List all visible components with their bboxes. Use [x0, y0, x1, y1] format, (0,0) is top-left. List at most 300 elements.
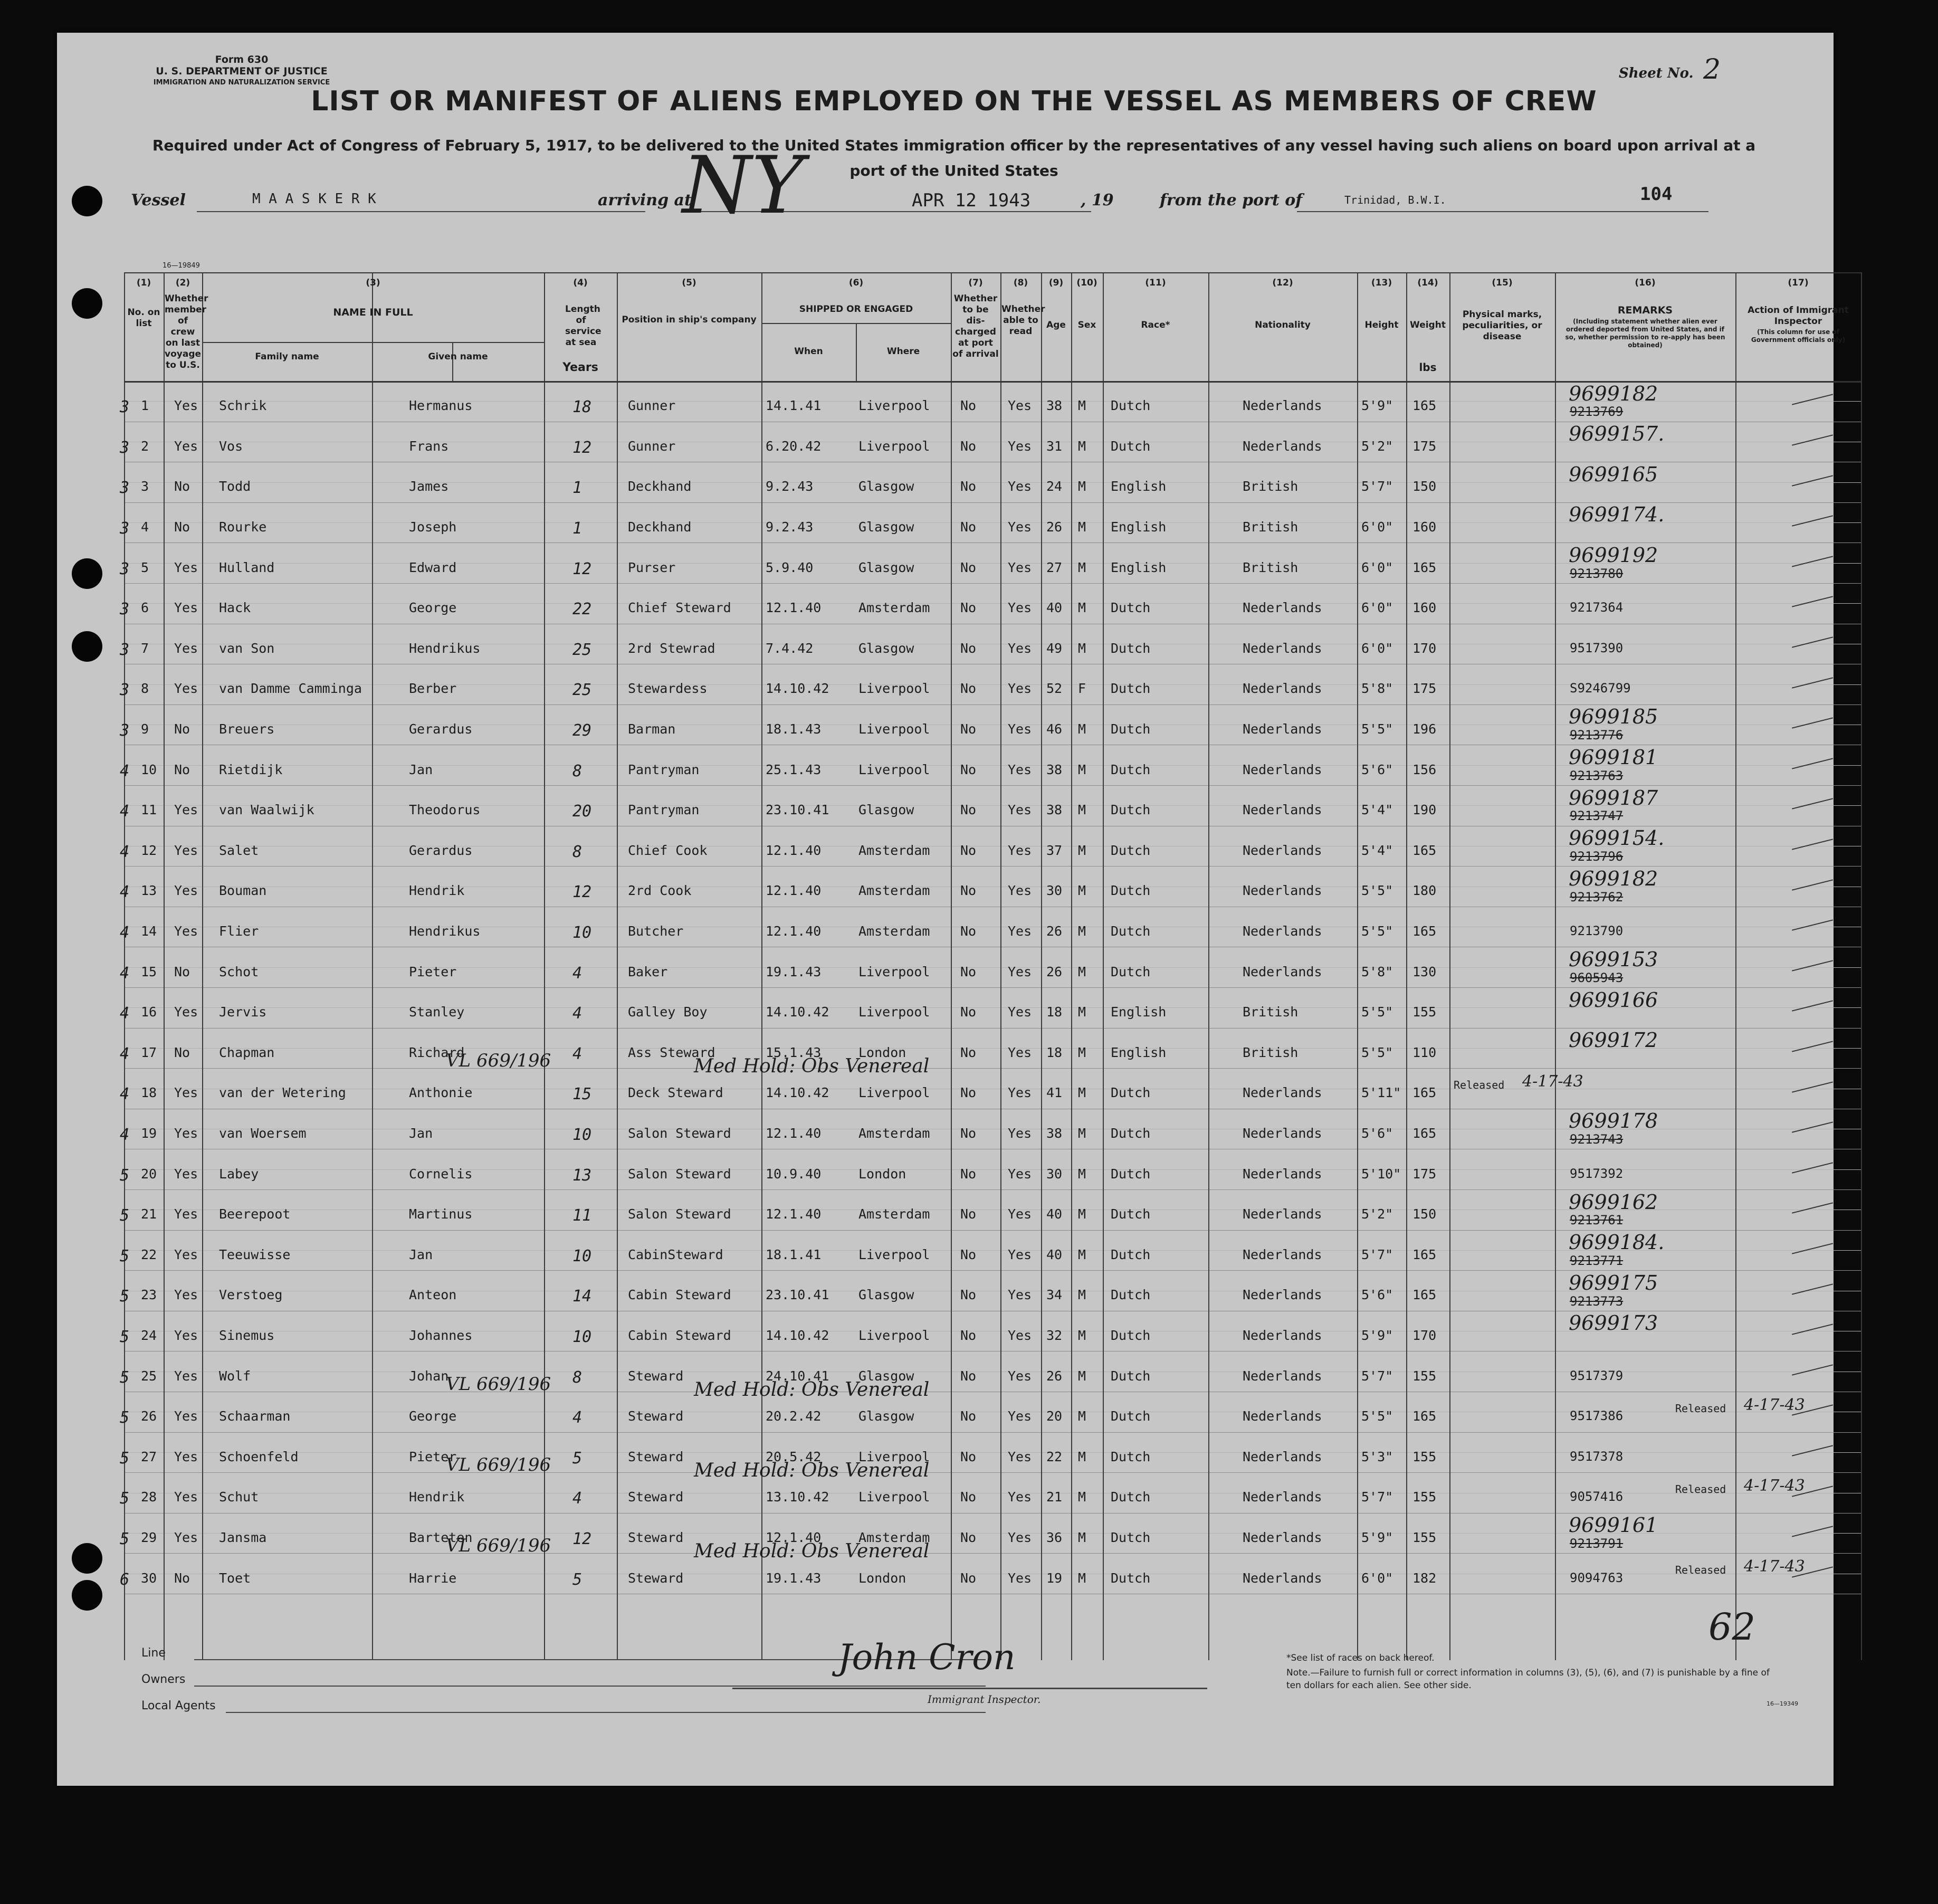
- sex: M: [1078, 1085, 1086, 1101]
- years-at-sea: 4: [572, 1004, 583, 1023]
- inspector-title: Immigrant Inspector.: [928, 1693, 1041, 1706]
- age: 37: [1046, 842, 1063, 858]
- row-tally-mark: 5: [120, 1246, 130, 1265]
- nationality: Nederlands: [1243, 1327, 1322, 1343]
- remark-old-number: 9213743: [1570, 1132, 1624, 1147]
- years-at-sea: 20: [572, 802, 592, 821]
- race: English: [1111, 479, 1167, 494]
- race: Dutch: [1111, 640, 1151, 656]
- shipped-where: Liverpool: [858, 721, 930, 737]
- able-to-read: Yes: [1008, 1044, 1032, 1060]
- header-weight: Weight: [1410, 320, 1446, 330]
- race: English: [1111, 1004, 1167, 1020]
- age: 30: [1046, 883, 1063, 899]
- member-last-voyage: Yes: [174, 640, 198, 656]
- remark-old-number: 9605943: [1570, 970, 1624, 985]
- discharged: No: [960, 1529, 977, 1545]
- table-row: [120, 1068, 1861, 1109]
- family-name: van der Wetering: [219, 1085, 346, 1101]
- remark-old-number: 9213773: [1570, 1293, 1624, 1309]
- shipped-where: Amsterdam: [858, 600, 930, 616]
- row-tally-mark: 5: [120, 1327, 130, 1346]
- remark-old-number: 9213790: [1570, 923, 1624, 938]
- years-at-sea: 18: [572, 398, 592, 417]
- table-row: [120, 542, 1861, 583]
- nationality: Nederlands: [1243, 398, 1322, 414]
- nationality: Nederlands: [1243, 1125, 1322, 1141]
- able-to-read: Yes: [1008, 398, 1032, 414]
- given-name: Richard: [409, 1044, 465, 1060]
- able-to-read: Yes: [1008, 1449, 1032, 1464]
- table-row: [120, 826, 1861, 867]
- age: 31: [1046, 438, 1063, 454]
- given-name: Hendrikus: [409, 640, 481, 656]
- given-name: Jan: [409, 1125, 433, 1141]
- family-name: Schrik: [219, 398, 267, 414]
- weight: 150: [1412, 1206, 1437, 1222]
- inspector-tick: [1792, 434, 1833, 445]
- member-last-voyage: Yes: [174, 1004, 198, 1020]
- vl-reference: VL 669/196: [446, 1050, 551, 1072]
- nationality: Nederlands: [1243, 1206, 1322, 1222]
- height: 5'9": [1361, 1529, 1393, 1545]
- ship-position: 2rd Stewrad: [628, 640, 715, 656]
- table-row: [120, 1513, 1861, 1557]
- col-num: (8): [1013, 278, 1028, 288]
- family-name: Flier: [219, 923, 259, 939]
- remark-old-number: 9517386: [1570, 1408, 1624, 1424]
- header-remarks: REMARKS: [1617, 304, 1673, 316]
- years-at-sea: 25: [572, 681, 592, 700]
- discharged: No: [960, 1449, 977, 1464]
- height: 5'10": [1361, 1166, 1401, 1182]
- discharged: No: [960, 1044, 977, 1060]
- shipped-when: 9.2.43: [766, 479, 814, 494]
- punch-hole: [72, 1580, 102, 1611]
- sex: M: [1078, 1125, 1086, 1141]
- given-name: Gerardus: [409, 721, 473, 737]
- family-name: Hack: [219, 600, 251, 616]
- col-num: (11): [1145, 278, 1166, 288]
- from-port: Trinidad, B.W.I.: [1344, 194, 1446, 206]
- age: 21: [1046, 1489, 1063, 1505]
- table-row: [120, 664, 1861, 705]
- row-tally-mark: 4: [120, 761, 130, 780]
- shipped-where: Glasgow: [858, 519, 914, 535]
- age: 26: [1046, 923, 1063, 939]
- shipped-where: Glasgow: [858, 479, 914, 494]
- height: 5'2": [1361, 438, 1393, 454]
- height: 5'7": [1361, 479, 1393, 494]
- header-action: Action of Immigrant Inspector: [1748, 305, 1849, 327]
- nationality: Nederlands: [1243, 964, 1322, 979]
- member-last-voyage: Yes: [174, 1166, 198, 1182]
- given-name: Johannes: [409, 1327, 473, 1343]
- ship-position: Steward: [628, 1408, 684, 1424]
- ship-position: Gunner: [628, 398, 676, 414]
- col-num: (15): [1492, 278, 1513, 288]
- shipped-when: 14.10.42: [766, 1085, 829, 1101]
- member-last-voyage: Yes: [174, 1085, 198, 1101]
- able-to-read: Yes: [1008, 923, 1032, 939]
- row-tally-mark: 4: [120, 1004, 130, 1023]
- age: 52: [1046, 681, 1063, 697]
- inspector-tick: [1792, 839, 1833, 850]
- race: Dutch: [1111, 761, 1151, 777]
- member-last-voyage: Yes: [174, 1489, 198, 1505]
- shipped-when: 19.1.43: [766, 964, 822, 979]
- height: 6'0": [1361, 519, 1393, 535]
- able-to-read: Yes: [1008, 964, 1032, 979]
- nationality: Nederlands: [1243, 600, 1322, 616]
- shipped-when: 10.9.40: [766, 1166, 822, 1182]
- released-label: Released: [1454, 1079, 1505, 1092]
- shipped-where: Glasgow: [858, 1287, 914, 1303]
- ship-position: Chief Cook: [628, 842, 708, 858]
- years-at-sea: 4: [572, 1044, 583, 1063]
- table-row: [120, 381, 1861, 422]
- family-name: Jervis: [219, 1004, 267, 1020]
- row-tally-mark: 4: [120, 1044, 130, 1063]
- header-sex: Sex: [1077, 320, 1096, 330]
- remark-old-number: 9057416: [1570, 1489, 1624, 1505]
- remark-new-number: 9699172: [1569, 1029, 1658, 1052]
- nationality: Nederlands: [1243, 1408, 1322, 1424]
- row-tally-mark: 3: [120, 681, 130, 700]
- years-at-sea: 1: [572, 519, 583, 538]
- row-tally-mark: 3: [120, 721, 130, 740]
- race: English: [1111, 559, 1167, 575]
- inspector-tick: [1792, 1041, 1833, 1052]
- row-tally-mark: 5: [120, 1166, 130, 1185]
- remark-new-number: 9699192: [1569, 543, 1658, 567]
- remark-new-number: 9699185: [1569, 705, 1658, 729]
- family-name: Salet: [219, 842, 259, 858]
- member-last-voyage: No: [174, 1044, 190, 1060]
- height: 6'0": [1361, 559, 1393, 575]
- race: Dutch: [1111, 1287, 1151, 1303]
- weight: 170: [1412, 1327, 1437, 1343]
- sex: M: [1078, 559, 1086, 575]
- inspector-tick: [1792, 1364, 1833, 1375]
- ship-position: Stewardess: [628, 681, 708, 697]
- table-row: [120, 1472, 1861, 1513]
- sex: F: [1078, 681, 1086, 697]
- col-num: (12): [1272, 278, 1293, 288]
- remark-new-number: 9699162: [1569, 1190, 1658, 1214]
- table-row: [120, 1109, 1861, 1149]
- age: 41: [1046, 1085, 1063, 1101]
- family-name: Schoenfeld: [219, 1449, 299, 1464]
- race: Dutch: [1111, 438, 1151, 454]
- member-last-voyage: Yes: [174, 681, 198, 697]
- released-date: 4-17-43: [1744, 1477, 1805, 1496]
- race: Dutch: [1111, 802, 1151, 818]
- row-number: 4: [141, 519, 149, 535]
- shipped-where: Amsterdam: [858, 842, 930, 858]
- remark-old-number: 9517390: [1570, 640, 1624, 655]
- row-number: 20: [141, 1166, 157, 1182]
- arrival-date-stamp: APR 12 1943: [912, 190, 1031, 211]
- member-last-voyage: Yes: [174, 438, 198, 454]
- medical-hold-note: Med Hold: Obs Venereal: [694, 1379, 930, 1401]
- remark-old-number: 9213791: [1570, 1536, 1624, 1551]
- age: 40: [1046, 1246, 1063, 1262]
- given-name: Martinus: [409, 1206, 473, 1222]
- race: Dutch: [1111, 1125, 1151, 1141]
- discharged: No: [960, 479, 977, 494]
- owners-label: Owners: [141, 1673, 186, 1686]
- discharged: No: [960, 1004, 977, 1020]
- header-remarks-note: (Including statement whether alien ever ordered deported from United States, and if so, whether permission to re-apply has been obtained): [1565, 318, 1725, 349]
- sex: M: [1078, 842, 1086, 858]
- years-at-sea: 12: [572, 883, 592, 902]
- age: 26: [1046, 1368, 1063, 1384]
- shipped-when: 12.1.40: [766, 1206, 822, 1222]
- able-to-read: Yes: [1008, 883, 1032, 899]
- sex: M: [1078, 1408, 1086, 1424]
- able-to-read: Yes: [1008, 1125, 1032, 1141]
- years-at-sea: 10: [572, 1246, 592, 1265]
- discharged: No: [960, 964, 977, 979]
- ship-position: Purser: [628, 559, 676, 575]
- sex: M: [1078, 398, 1086, 414]
- remark-old-number: 9213747: [1570, 808, 1624, 824]
- header-name-in-full: NAME IN FULL: [333, 307, 413, 318]
- sex: M: [1078, 1004, 1086, 1020]
- family-name: van Woersem: [219, 1125, 307, 1141]
- discharged: No: [960, 1125, 977, 1141]
- row-number: 17: [141, 1044, 157, 1060]
- height: 5'4": [1361, 802, 1393, 818]
- row-number: 15: [141, 964, 157, 979]
- member-last-voyage: Yes: [174, 802, 198, 818]
- col-num: (6): [848, 278, 864, 288]
- row-number: 23: [141, 1287, 157, 1303]
- shipped-when: 12.1.40: [766, 923, 822, 939]
- remark-old-number: 9213763: [1570, 768, 1624, 783]
- header-no-on-list: No. on list: [127, 307, 160, 329]
- vl-reference: VL 669/196: [446, 1374, 551, 1395]
- released-date: 4-17-43: [1744, 1557, 1805, 1576]
- member-last-voyage: No: [174, 761, 190, 777]
- age: 20: [1046, 1408, 1063, 1424]
- age: 30: [1046, 1166, 1063, 1182]
- discharged: No: [960, 761, 977, 777]
- nationality: Nederlands: [1243, 761, 1322, 777]
- shipped-when: 23.10.41: [766, 1287, 829, 1303]
- given-name: Hendrik: [409, 1489, 465, 1505]
- nationality: Nederlands: [1243, 1166, 1322, 1182]
- ship-position: Barman: [628, 721, 676, 737]
- member-last-voyage: No: [174, 964, 190, 979]
- weight: 150: [1412, 479, 1437, 494]
- years-at-sea: 8: [572, 761, 583, 780]
- given-name: Johan: [409, 1368, 449, 1384]
- table-row: [120, 583, 1861, 624]
- nationality: Nederlands: [1243, 681, 1322, 697]
- years-at-sea: 15: [572, 1085, 592, 1104]
- row-tally-mark: 3: [120, 519, 130, 538]
- weight: 165: [1412, 923, 1437, 939]
- height: 5'5": [1361, 923, 1393, 939]
- height: 5'7": [1361, 1246, 1393, 1262]
- able-to-read: Yes: [1008, 519, 1032, 535]
- row-tally-mark: 4: [120, 964, 130, 983]
- remark-new-number: 9699154.: [1569, 826, 1665, 850]
- weight: 196: [1412, 721, 1437, 737]
- race: Dutch: [1111, 964, 1151, 979]
- shipped-when: 18.1.43: [766, 721, 822, 737]
- remark-new-number: 9699173: [1569, 1311, 1658, 1335]
- race: Dutch: [1111, 600, 1151, 616]
- sex: M: [1078, 479, 1086, 494]
- remark-new-number: 9699178: [1569, 1109, 1658, 1133]
- remark-new-number: 9699157.: [1569, 422, 1665, 446]
- ship-position: Steward: [628, 1449, 684, 1464]
- vl-reference: VL 669/196: [446, 1454, 551, 1476]
- sex: M: [1078, 519, 1086, 535]
- nationality: Nederlands: [1243, 802, 1322, 818]
- shipped-when: 18.1.41: [766, 1246, 822, 1262]
- family-name: Rourke: [219, 519, 267, 535]
- given-name: Anthonie: [409, 1085, 473, 1101]
- col-num: (16): [1635, 278, 1656, 288]
- sex: M: [1078, 1570, 1086, 1586]
- age: 22: [1046, 1449, 1063, 1464]
- row-number: 19: [141, 1125, 157, 1141]
- header-where: Where: [886, 346, 920, 357]
- shipped-when: 12.1.40: [766, 842, 822, 858]
- member-last-voyage: No: [174, 479, 190, 494]
- table-row: [120, 1311, 1861, 1351]
- row-number: 13: [141, 883, 157, 899]
- row-number: 27: [141, 1449, 157, 1464]
- years-at-sea: 14: [572, 1287, 592, 1306]
- table-row: [120, 462, 1861, 502]
- given-name: Cornelis: [409, 1166, 473, 1182]
- race: English: [1111, 519, 1167, 535]
- col-num: (10): [1076, 278, 1097, 288]
- table-row: [120, 1270, 1861, 1311]
- nationality: Nederlands: [1243, 640, 1322, 656]
- race: Dutch: [1111, 1368, 1151, 1384]
- row-tally-mark: 5: [120, 1529, 130, 1548]
- race: Dutch: [1111, 1570, 1151, 1586]
- shipped-where: London: [858, 1044, 906, 1060]
- row-tally-mark: 3: [120, 600, 130, 619]
- given-name: Hermanus: [409, 398, 473, 414]
- row-tally-mark: 5: [120, 1206, 130, 1225]
- header-family-name: Family name: [255, 351, 319, 362]
- discharged: No: [960, 681, 977, 697]
- race: Dutch: [1111, 681, 1151, 697]
- inspector-tick: [1792, 1445, 1833, 1456]
- table-row: [120, 502, 1861, 543]
- manifest-sheet: [57, 33, 1849, 1786]
- shipped-where: Liverpool: [858, 681, 930, 697]
- able-to-read: Yes: [1008, 802, 1032, 818]
- nationality: British: [1243, 1044, 1299, 1060]
- sex: M: [1078, 640, 1086, 656]
- remark-new-number: 9699182: [1569, 867, 1658, 890]
- shipped-when: 14.10.42: [766, 1327, 829, 1343]
- line-label: Line: [141, 1646, 166, 1660]
- discharged: No: [960, 1166, 977, 1182]
- inspector-tick: [1792, 1283, 1833, 1294]
- shipped-where: Liverpool: [858, 1327, 930, 1343]
- shipped-when: 6.20.42: [766, 438, 822, 454]
- discharged: No: [960, 883, 977, 899]
- member-last-voyage: Yes: [174, 1125, 198, 1141]
- race: Dutch: [1111, 1085, 1151, 1101]
- table-row: [120, 1149, 1861, 1189]
- nationality: Nederlands: [1243, 1449, 1322, 1464]
- race: Dutch: [1111, 1529, 1151, 1545]
- ship-position: Deckhand: [628, 519, 692, 535]
- age: 38: [1046, 802, 1063, 818]
- family-name: Schot: [219, 964, 259, 979]
- row-number: 1: [141, 398, 149, 414]
- col-num: (4): [573, 278, 588, 288]
- row-number: 5: [141, 559, 149, 575]
- height: 5'7": [1361, 1368, 1393, 1384]
- shipped-where: Amsterdam: [858, 1529, 930, 1545]
- header-age: Age: [1046, 320, 1066, 330]
- race: Dutch: [1111, 883, 1151, 899]
- member-last-voyage: Yes: [174, 883, 198, 899]
- table-row: [120, 624, 1861, 664]
- col-num: (9): [1048, 278, 1064, 288]
- height: 6'0": [1361, 1570, 1393, 1586]
- race: Dutch: [1111, 398, 1151, 414]
- weight: 165: [1412, 1408, 1437, 1424]
- age: 26: [1046, 519, 1063, 535]
- shipped-where: Liverpool: [858, 1489, 930, 1505]
- row-tally-mark: 4: [120, 1125, 130, 1144]
- age: 27: [1046, 559, 1063, 575]
- family-name: Chapman: [219, 1044, 275, 1060]
- family-name: Labey: [219, 1166, 259, 1182]
- remark-old-number: 9213796: [1570, 849, 1624, 864]
- given-name: Berber: [409, 681, 457, 697]
- member-last-voyage: Yes: [174, 1206, 198, 1222]
- given-name: Gerardus: [409, 842, 473, 858]
- height: 5'7": [1361, 1489, 1393, 1505]
- years-at-sea: 25: [572, 640, 592, 659]
- table-row: [120, 785, 1861, 826]
- row-tally-mark: 6: [120, 1570, 130, 1589]
- weight: 156: [1412, 761, 1437, 777]
- ship-position: Steward: [628, 1489, 684, 1505]
- member-last-voyage: Yes: [174, 923, 198, 939]
- family-name: Teeuwisse: [219, 1246, 291, 1262]
- discharged: No: [960, 600, 977, 616]
- discharged: No: [960, 398, 977, 414]
- inspector-tick: [1792, 758, 1833, 769]
- inspector-tick: [1792, 556, 1833, 567]
- height: 5'6": [1361, 1125, 1393, 1141]
- col-num: (5): [682, 278, 696, 288]
- col-num: (3): [366, 278, 380, 288]
- races-note: *See list of races on back hereof.: [1286, 1653, 1435, 1663]
- table-row: [120, 422, 1861, 462]
- sex: M: [1078, 1287, 1086, 1303]
- header-shipped: SHIPPED OR ENGAGED: [799, 304, 913, 315]
- able-to-read: Yes: [1008, 1570, 1032, 1586]
- weight: 110: [1412, 1044, 1437, 1060]
- form-identifier: [141, 54, 342, 89]
